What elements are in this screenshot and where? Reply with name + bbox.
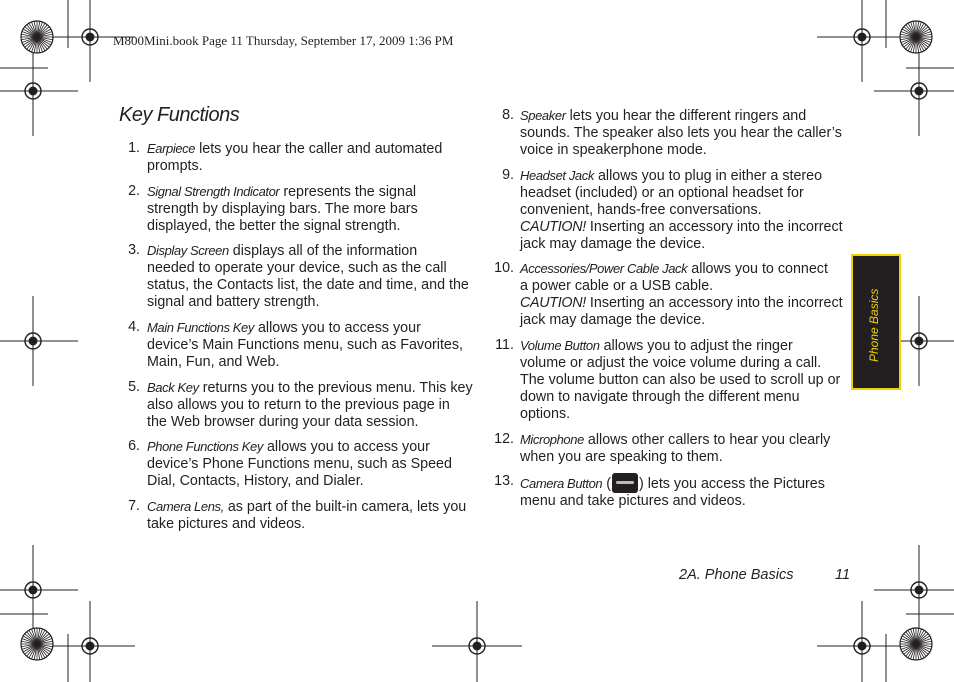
item-text xyxy=(520,431,830,466)
caution-line: jack may damage the device. xyxy=(520,236,706,252)
item-line: the Web browser during your data session. xyxy=(147,414,419,430)
item-number: 3. xyxy=(128,242,140,258)
print-header: M800Mini.book Page 11 Thursday, September 17, 2009 1:36 PM xyxy=(113,33,454,48)
item-line: signal and battery strength. xyxy=(147,294,320,310)
item-term: Camera Lens, xyxy=(147,499,224,514)
item-line: displays all of the information xyxy=(228,243,418,259)
item-line: Dial, Contacts, History, and Dialer. xyxy=(147,473,364,489)
item-term: Back Key xyxy=(147,380,199,395)
item-line: headset (included) or an optional headset for xyxy=(520,185,804,201)
item-line: allows you to plug in either a stereo xyxy=(593,168,823,184)
item-line: down to navigate through the different menu xyxy=(520,389,800,405)
starburst-mark xyxy=(900,628,932,660)
item-line: returns you to the previous menu. This key xyxy=(198,380,473,396)
item-text xyxy=(520,167,843,253)
page-heading: Key Functions xyxy=(119,104,240,126)
starburst-mark xyxy=(900,21,932,53)
item-term: Signal Strength Indicator xyxy=(147,184,280,199)
item-line: take pictures and videos. xyxy=(147,516,306,532)
item-term: Speaker xyxy=(520,108,566,123)
item-term: Accessories/Power Cable Jack xyxy=(520,261,688,276)
item-line: lets you hear the caller and automated xyxy=(195,141,443,157)
item-line: volume or adjust the voice volume during a call. xyxy=(520,355,822,371)
item-term: Display Screen xyxy=(147,243,229,258)
item-line: allows you to access your xyxy=(262,439,430,455)
item-text xyxy=(147,379,473,431)
item-line: represents the signal xyxy=(279,184,417,200)
starburst-mark xyxy=(21,21,53,53)
item-line: prompts. xyxy=(147,158,203,174)
item-term: Phone Functions Key xyxy=(147,439,263,454)
item-line: lets you hear the different ringers and xyxy=(565,108,807,124)
item-line: options. xyxy=(520,406,571,422)
item-line: strength by displaying bars. The more bars xyxy=(147,201,418,217)
item-number: 13. xyxy=(494,473,514,489)
item-number: 9. xyxy=(502,167,514,183)
item-term: Main Functions Key xyxy=(147,320,254,335)
item-number: 2. xyxy=(128,183,140,199)
item-line: needed to operate your device, such as the call xyxy=(147,260,447,276)
item-number: 8. xyxy=(502,107,514,123)
item-text xyxy=(147,438,452,490)
item-line: ) lets you access the Pictures xyxy=(638,476,825,492)
caution-line: Inserting an accessory into the incorrect xyxy=(585,295,843,311)
section-tab-label: Phone Basics xyxy=(867,288,881,362)
item-text xyxy=(147,498,466,533)
item-term: Earpiece xyxy=(147,141,196,156)
item-number: 1. xyxy=(128,140,140,156)
item-line: sounds. The speaker also lets you hear the caller’s xyxy=(520,125,842,141)
item-text xyxy=(520,107,842,159)
item-text xyxy=(520,260,843,329)
item-line: as part of the built-in camera, lets you xyxy=(223,499,467,515)
item-number: 6. xyxy=(128,438,140,454)
item-line: also allows you to return to the previous page in xyxy=(147,397,450,413)
item-term: Microphone xyxy=(520,432,584,447)
caution-label: CAUTION! xyxy=(520,219,586,235)
item-number: 5. xyxy=(128,379,140,395)
item-text xyxy=(147,140,442,175)
item-line: status, the Contacts list, the date and time, and the xyxy=(147,277,469,293)
caution-line: jack may damage the device. xyxy=(520,312,706,328)
footer-page-number: 11 xyxy=(835,567,851,583)
item-number: 4. xyxy=(128,319,140,335)
item-line: Main, Fun, and Web. xyxy=(147,354,280,370)
item-line: displayed, the better the signal strength. xyxy=(147,218,401,234)
item-term: Headset Jack xyxy=(520,168,594,183)
item-line: allows other callers to hear you clearly xyxy=(583,432,831,448)
footer-section-name: 2A. Phone Basics xyxy=(679,567,794,583)
item-line: allows you to adjust the ringer xyxy=(599,338,793,354)
starburst-mark xyxy=(21,628,53,660)
item-line: allows you to connect xyxy=(687,261,828,277)
item-line: device’s Main Functions menu, such as Favorites, xyxy=(147,337,463,353)
item-line: voice in speakerphone mode. xyxy=(520,142,707,158)
item-line: allows you to access your xyxy=(253,320,421,336)
caution-line: Inserting an accessory into the incorrect xyxy=(585,219,843,235)
item-line: convenient, hands-free conversations. xyxy=(520,202,762,218)
item-number: 10. xyxy=(494,260,514,276)
item-text xyxy=(147,183,418,235)
item-line: a power cable or a USB cable. xyxy=(520,278,714,294)
item-number: 11. xyxy=(495,337,514,353)
item-text-fragment: ( xyxy=(602,476,611,492)
caution-label: CAUTION! xyxy=(520,295,586,311)
camera-key-icon xyxy=(612,473,638,493)
item-text xyxy=(147,242,469,311)
item-number: 12. xyxy=(494,431,514,447)
item-number: 7. xyxy=(128,498,140,514)
item-line: menu and take pictures and videos. xyxy=(520,493,746,509)
item-line: The volume button can also be used to scroll up or xyxy=(520,372,841,388)
item-line: when you are speaking to them. xyxy=(520,449,723,465)
item-text xyxy=(147,319,463,371)
item-line: device’s Phone Functions menu, such as Speed xyxy=(147,456,452,472)
item-term: Camera Button xyxy=(520,476,603,491)
item-text xyxy=(520,473,825,510)
item-text xyxy=(520,337,840,423)
item-term: Volume Button xyxy=(520,338,600,353)
